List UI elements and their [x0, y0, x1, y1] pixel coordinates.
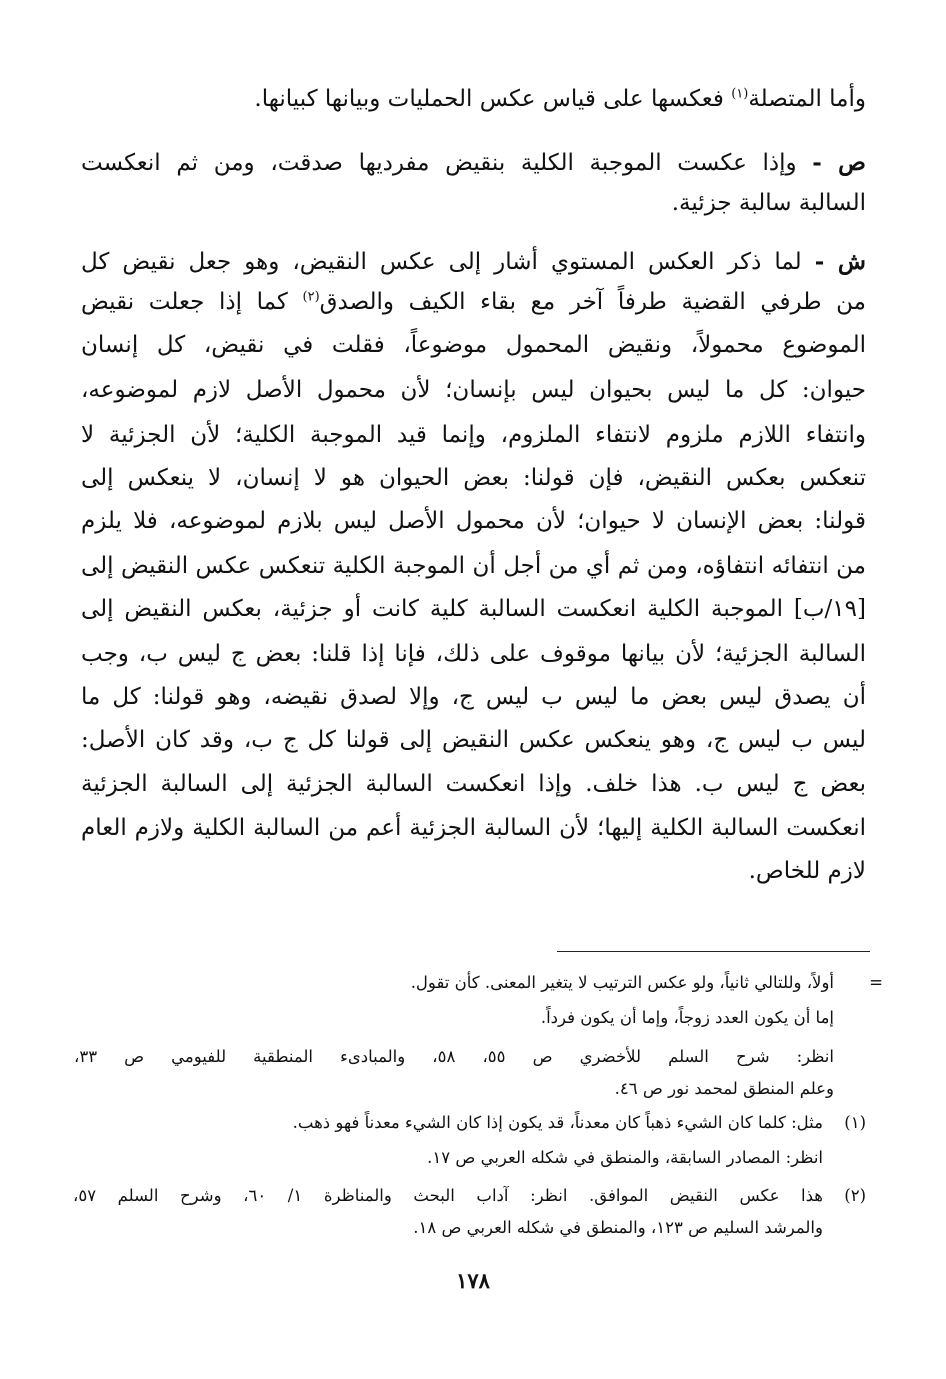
- text-line: [81, 146, 866, 180]
- footnote-line: إما أن يكون العدد زوجاً، وإما أن يكون فرداً.: [540, 1008, 834, 1027]
- text-line: بعض ج ليس ب. هذا خلف. وإذا انعكست السالبة الجزئية إلى السالبة الجزئية: [81, 771, 866, 797]
- footnote-line: والمرشد السليم ص ١٢٣، والمنطق في شكله العربي ص ١٨.: [413, 1218, 823, 1237]
- section-marker-sad: ص -: [812, 149, 866, 176]
- text-line: السالبة الجزئية؛ لأن بيانها موقوف على ذلك، فإنا إذا قلنا: بعض ج ليس ب، وجب: [81, 641, 866, 667]
- footnote-line: هذا عكس النقيض الموافق. انظر: آداب البحث والمناظرة ١/ ٦٠، وشرح السلم ٥٧،: [73, 1186, 823, 1205]
- footnote-line: وعلم المنطق لمحمد نور ص ٤٦.: [614, 1079, 834, 1098]
- text-line: حيوان: كل ما ليس بحيوان ليس بإنسان؛ لأن محمول الأصل لازم لموضوعه،: [81, 377, 866, 403]
- text-fragment: لما ذكر العكس المستوي أشار إلى عكس النقيض، وهو جعل نقيض كل: [81, 249, 802, 275]
- text-fragment: من طرفي القضية طرفاً آخر مع بقاء الكيف والصدق: [319, 289, 866, 315]
- text-line: تنعكس بعكس النقيض، فإن قولنا: بعض الحيوان هو لا إنسان، لا ينعكس إلى: [81, 465, 866, 491]
- footnote-number: (١): [844, 1113, 866, 1132]
- footnote-number: (٢): [844, 1186, 866, 1205]
- footnote-ref: (٢): [302, 289, 320, 305]
- page-number: ١٧٨: [456, 1268, 490, 1293]
- text-line: لازم للخاص.: [748, 858, 866, 884]
- text-line: انعكست السالبة الكلية إليها؛ لأن السالبة الجزئية أعم من السالبة الكلية ولازم العام: [81, 815, 866, 841]
- text-line: [81, 82, 866, 116]
- section-marker-shin: ش -: [814, 248, 866, 275]
- text-fragment: كما إذا جعلت نقيض: [81, 289, 303, 315]
- text-line: من انتفائه انتفاؤه، ومن ثم أي من أجل أن الموجبة الكلية تنعكس عكس النقيض إلى: [81, 553, 866, 579]
- text-line: [81, 285, 866, 319]
- footnote-line: انظر: شرح السلم للأخضري ص ٥٥، ٥٨، والمبادىء المنطقية للفيومي ص ٣٣،: [74, 1047, 834, 1066]
- text-line: [١٩/ب] الموجبة الكلية انعكست السالبة كلية كانت أو جزئية، بعكس النقيض إلى: [81, 596, 866, 622]
- text-line: قولنا: بعض الإنسان لا حيوان؛ لأن محمول الأصل ليس بلازم لموضوعه، فلا يلزم: [81, 508, 866, 534]
- footnote-line: مثل: كلما كان الشيء ذهباً كان معدناً، قد يكون إذا كان الشيء معدناً فهو ذهب.: [292, 1113, 823, 1132]
- text-fragment: وأما المتصلة: [748, 86, 866, 112]
- text-line: السالبة سالبة جزئية.: [671, 190, 866, 216]
- footnote-divider: [557, 951, 870, 952]
- text-fragment: وإذا عكست الموجبة الكلية بنقيض مفرديها صدقت، ومن ثم انعكست: [81, 150, 797, 176]
- text-line: الموضوع محمولاً، ونقيض المحمول موضوعاً، فقلت في نقيض، كل إنسان: [81, 332, 866, 358]
- text-line: أن يصدق ليس بعض ما ليس ب ليس ج، وإلا لصدق نقيضه، وهو قولنا: كل ما: [81, 684, 866, 710]
- text-line: [81, 245, 866, 279]
- footnote-line: أولاً، وللتالي ثانياً، ولو عكس الترتيب لا يتغير المعنى. كأن تقول.: [410, 973, 834, 992]
- footnote-continuation-marker: =: [869, 973, 883, 992]
- text-line: وانتفاء اللازم ملزوم لانتفاء الملزوم، وإنما قيد الموجبة الكلية؛ لأن الجزئية لا: [81, 422, 866, 448]
- footnote-ref: (١): [731, 86, 749, 102]
- text-line: ليس ب ليس ج، وهو ينعكس عكس النقيض إلى قولنا كل ج ب، وقد كان الأصل:: [81, 727, 866, 753]
- footnote-line: انظر: المصادر السابقة، والمنطق في شكله العربي ص ١٧.: [427, 1148, 823, 1167]
- text-fragment: فعكسها على قياس عكس الحمليات وبيانها كبيانها.: [254, 86, 732, 112]
